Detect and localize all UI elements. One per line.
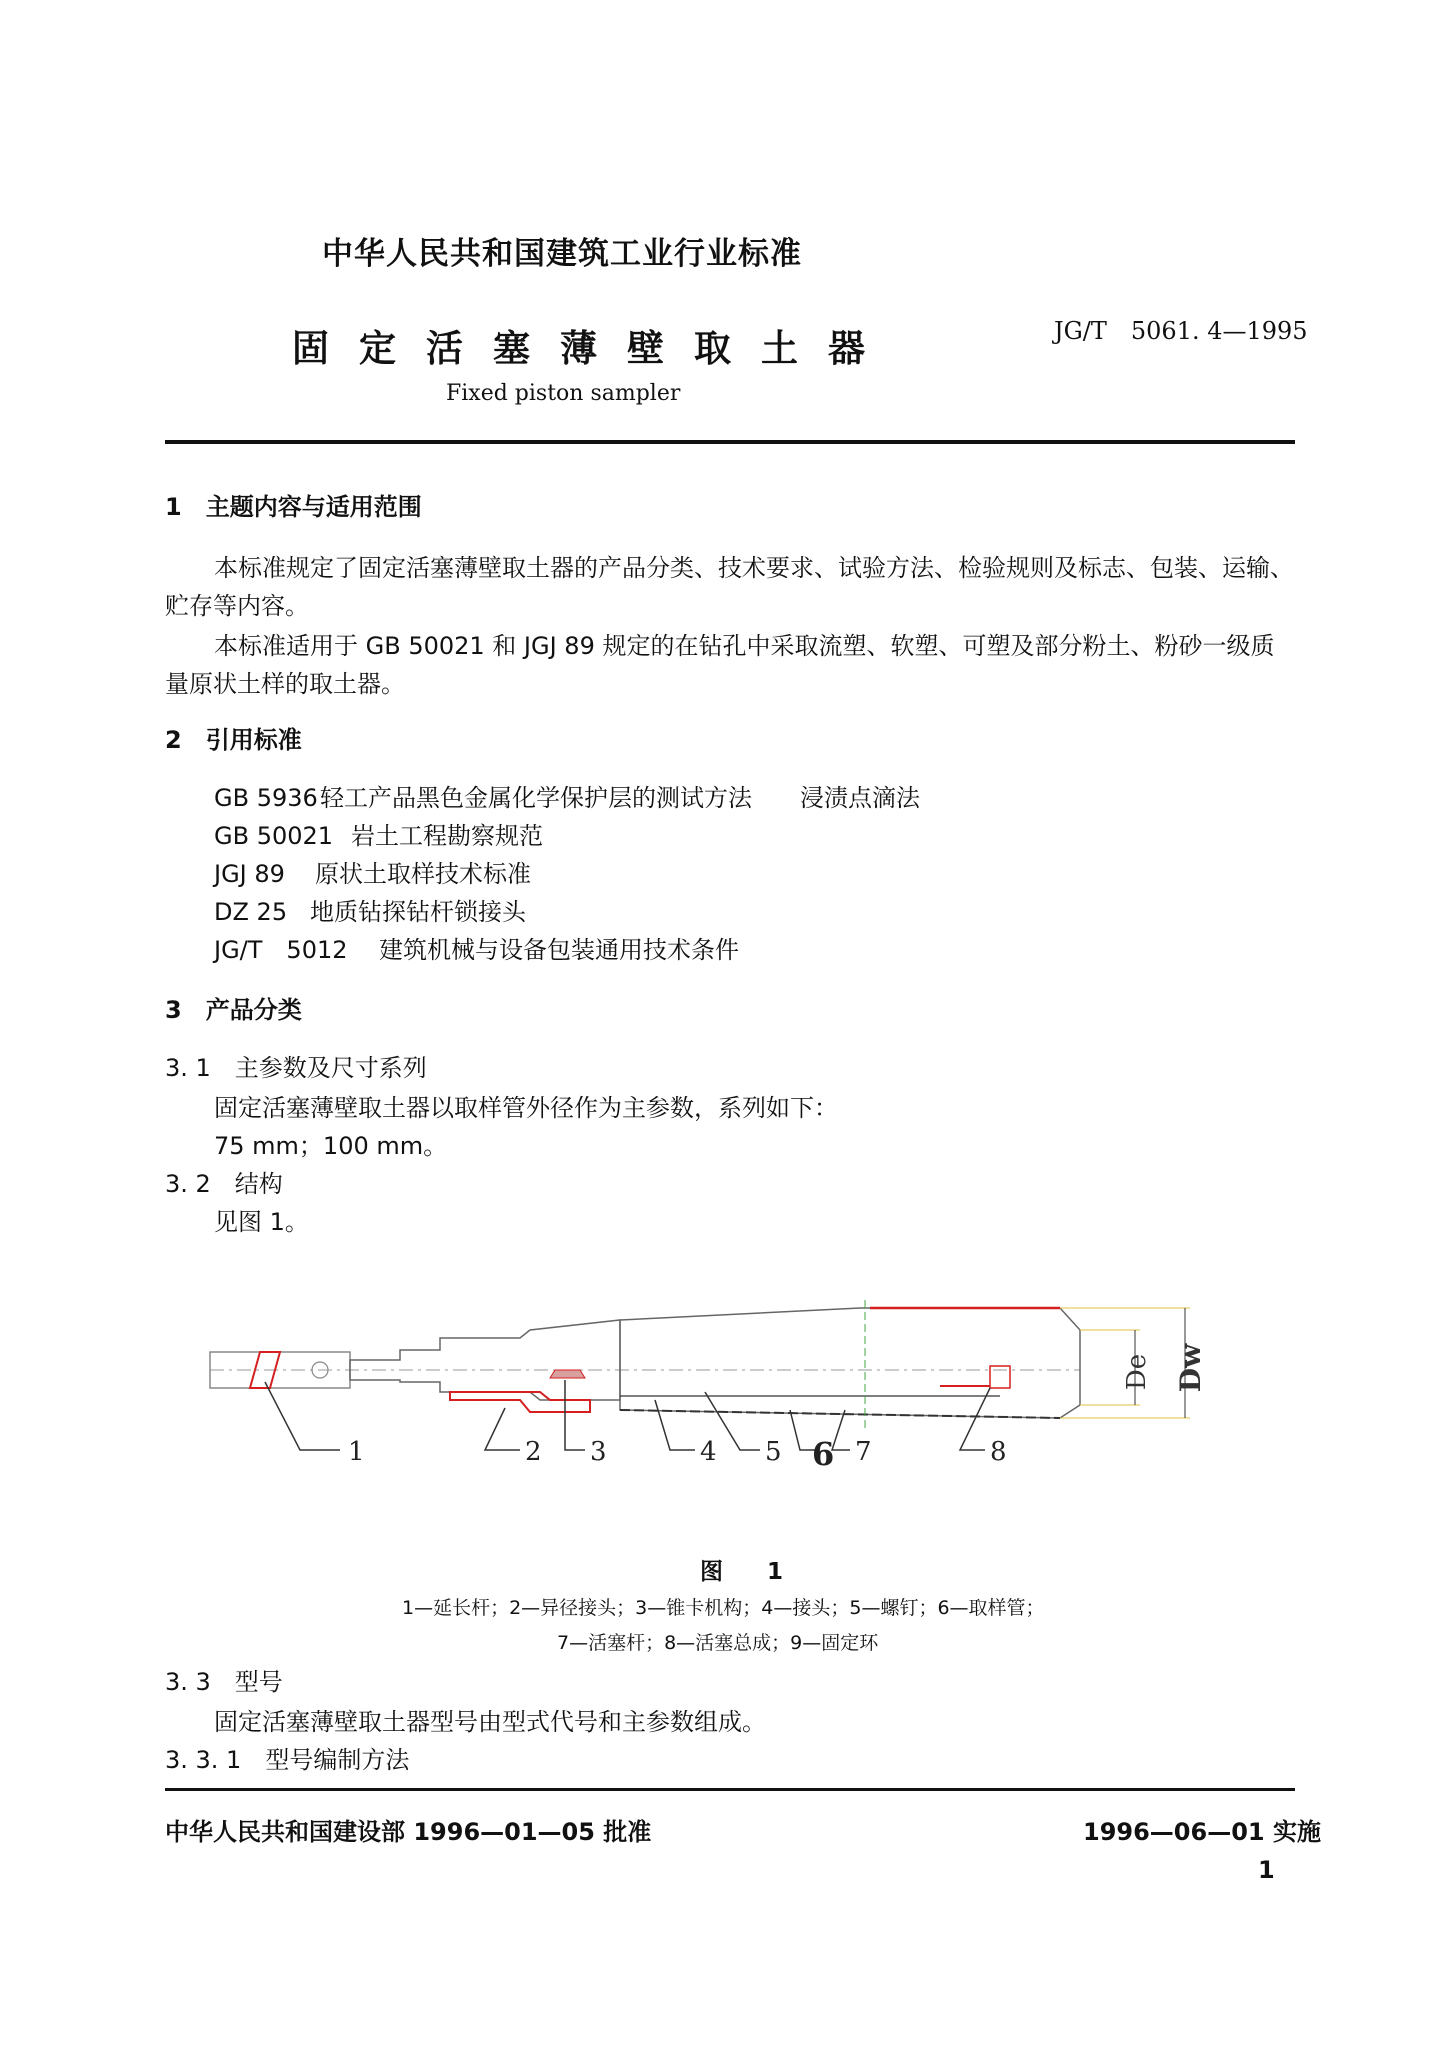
section-1-para-2-line-1: 本标准适用于 GB 50021 和 JGJ 89 规定的在钻孔中采取流塑、软塑、可塑及部分粉土、粉砂一级质 (214, 632, 1275, 660)
figure-1-legend-line-2: 7—活塞杆；8—活塞总成；9—固定环 (557, 1632, 879, 1654)
reducer-joint (350, 1320, 620, 1400)
reference-code: DZ 25 (214, 898, 288, 926)
piston-assembly (990, 1366, 1010, 1388)
callout-8: 8 (990, 1437, 1007, 1467)
reference-item (214, 816, 543, 851)
document-subtitle-english: Fixed piston sampler (446, 381, 681, 406)
header-divider (165, 440, 1295, 444)
leader-1 (265, 1382, 340, 1450)
reference-name: 地质钻探钻杆锁接头 (310, 898, 526, 926)
leader-8 (960, 1388, 990, 1450)
leader-4 (655, 1400, 695, 1450)
reference-name: 岩土工程勘察规范 (351, 822, 543, 850)
dimension-de-label: De (1122, 1353, 1152, 1391)
callout-7: 7 (855, 1437, 872, 1467)
section-3-2-heading: 3. 2 结构 (165, 1170, 283, 1198)
reference-code: JG/T 5012 (214, 936, 348, 964)
leader-3 (565, 1380, 585, 1450)
reference-code: GB 5936 (214, 784, 318, 812)
callout-2: 2 (525, 1437, 542, 1467)
callout-3: 3 (590, 1437, 607, 1467)
callout-6: 6 (812, 1435, 835, 1473)
footer-divider (165, 1788, 1295, 1791)
section-1-para-2-line-2: 量原状土样的取土器。 (165, 670, 405, 698)
reference-name: 原状土取样技术标准 (315, 860, 531, 888)
figure-1-caption: 图 1 (700, 1559, 802, 1585)
callout-1: 1 (348, 1437, 365, 1467)
section-3-2-line-1: 见图 1。 (214, 1208, 309, 1236)
reference-item (214, 930, 739, 965)
document-title: 固定活塞薄壁取土器 (292, 327, 895, 370)
page-number: 1 (1258, 1856, 1275, 1884)
approval-statement: 中华人民共和国建设部 1996—01—05 批准 (165, 1818, 652, 1846)
section-3-3-1-heading: 3. 3. 1 型号编制方法 (165, 1746, 410, 1774)
figure-1-sampler-drawing (200, 1300, 1260, 1480)
callout-5: 5 (765, 1437, 782, 1467)
sampler-body (620, 1308, 1080, 1418)
figure-1-legend-line-1: 1—延长杆；2—异径接头；3—锥卡机构；4—接头；5—螺钉；6—取样管； (402, 1597, 1045, 1619)
leader-7 (832, 1410, 850, 1450)
section-1-para-1-line-1: 本标准规定了固定活塞薄壁取土器的产品分类、技术要求、试验方法、检验规则及标志、包装、运输、 (214, 554, 1294, 582)
section-1-heading: 1 主题内容与适用范围 (165, 493, 422, 521)
section-2-heading: 2 引用标准 (165, 726, 302, 754)
effective-date: 1996—06—01 实施 (1083, 1818, 1321, 1846)
standard-org-header: 中华人民共和国建筑工业行业标准 (322, 236, 802, 272)
section-3-3-heading: 3. 3 型号 (165, 1668, 283, 1696)
reference-code: JGJ 89 (214, 860, 285, 888)
reference-name: 建筑机械与设备包装通用技术条件 (379, 936, 739, 964)
reference-name: 轻工产品黑色金属化学保护层的测试方法 浸渍点滴法 (320, 784, 920, 812)
reference-item (214, 892, 526, 927)
section-3-heading: 3 产品分类 (165, 996, 302, 1024)
callout-4: 4 (700, 1437, 717, 1467)
reference-item (214, 778, 920, 813)
section-3-1-line-1: 固定活塞薄壁取土器以取样管外径作为主参数，系列如下： (214, 1094, 838, 1122)
cone-clamp (550, 1370, 585, 1378)
reference-item (214, 854, 531, 889)
standard-code: JG/T 5061. 4—1995 (1054, 317, 1308, 345)
reference-code: GB 50021 (214, 822, 334, 850)
reducer-joint-section (450, 1392, 590, 1412)
section-1-para-1-line-2: 贮存等内容。 (165, 592, 309, 620)
section-3-1-line-2: 75 mm；100 mm。 (214, 1132, 448, 1160)
leader-2 (485, 1408, 520, 1450)
section-3-1-heading: 3. 1 主参数及尺寸系列 (165, 1054, 427, 1082)
dimension-dw-label: Dw (1174, 1343, 1207, 1393)
section-3-3-line-1: 固定活塞薄壁取土器型号由型式代号和主参数组成。 (214, 1708, 766, 1736)
